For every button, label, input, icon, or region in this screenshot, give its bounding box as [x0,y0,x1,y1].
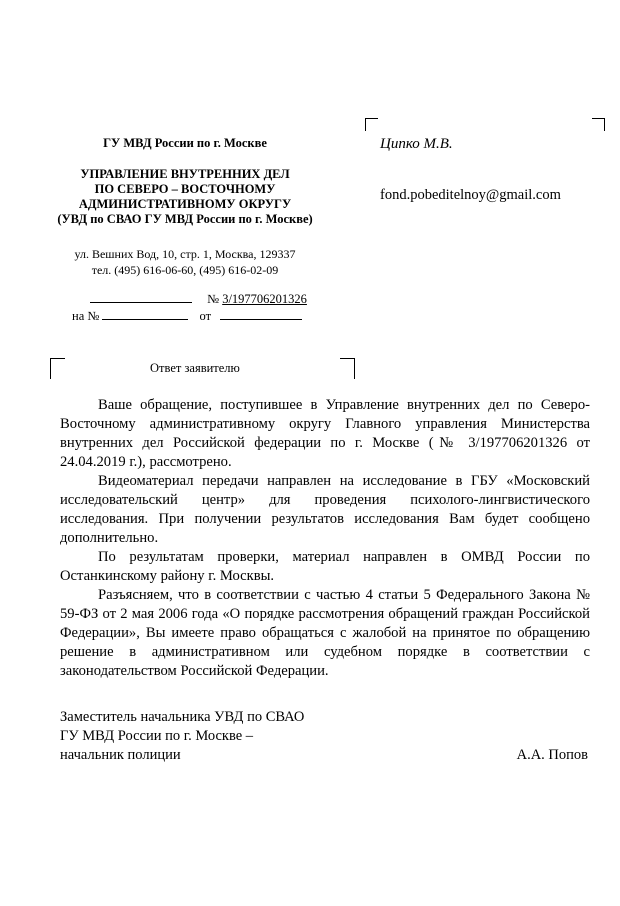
outgoing-number-row [90,292,350,307]
body-paragraph: Видеоматериал передачи направлен на исследование в ГБУ «Московский исследовательский центр» для проведения психолого-лингвистического исследования. При получении результатов исследования Вам будет сообщено дополнительно. [60,473,590,546]
date-blank [90,292,192,303]
signature-title-line: начальник полиции [60,747,181,763]
recipient-name: Ципко М.В. [380,136,453,152]
signature-title-line: Заместитель начальника УВД по СВАО [60,709,305,725]
department-line: (УВД по СВАО ГУ МВД России по г. Москве) [57,212,313,226]
outgoing-number: 3/197706201326 [222,292,307,306]
number-label: № [207,292,220,306]
department-block [40,167,330,227]
letter-body [60,396,590,681]
department-line: УПРАВЛЕНИЕ ВНУТРЕННИХ ДЕЛ [80,167,290,181]
signature-title-line: ГУ МВД России по г. Москве – [60,728,254,744]
department-line: ПО СЕВЕРО – ВОСТОЧНОМУ [94,182,276,196]
recipient-bracket-right [592,118,605,131]
subject-bracket-left [50,358,65,379]
ministry-line: ГУ МВД России по г. Москве [103,136,267,150]
subject-bracket-right [340,358,355,379]
ref-from-label: от [199,309,212,323]
signatory-name: А.А. Попов [516,747,588,763]
recipient-email: fond.pobeditelnoy@gmail.com [380,187,561,203]
signature-block [60,708,304,765]
address-block [40,246,330,278]
department-line: АДМИНИСТРАТИВНОМУ ОКРУГУ [78,197,292,211]
body-paragraph: Ваше обращение, поступившее в Управление внутренних дел по Северо-Восточному административному округу Главного управления Министерства внутренних дел Российской федерации по г. Москве (№ 3/197706201326 от 24.04.2019 г.), рассмотрено. [60,397,590,470]
address-line: ул. Вешних Вод, 10, стр. 1, Москва, 129337 [74,247,296,261]
reference-row [72,309,332,324]
ref-number-blank [102,309,188,320]
phone-line: тел. (495) 616-06-60, (495) 616-02-09 [91,263,279,277]
ref-date-blank [220,309,302,320]
subject-line: Ответ заявителю [150,361,240,375]
body-paragraph: По результатам проверки, материал направлен в ОМВД России по Останкинскому району г. Москвы. [60,549,590,584]
ref-label: на № [72,309,100,323]
recipient-bracket-left [365,118,378,131]
body-paragraph: Разъясняем, что в соответствии с частью 4 статьи 5 Федерального Закона № 59-ФЗ от 2 мая 2006 года «О порядке рассмотрения обращений граждан Российской Федерации», Вы имеете право обращаться с жалобой на принятое по обращению решение в административном или судебном порядке в соответствии с законодательством Российской Федерации. [60,587,590,679]
